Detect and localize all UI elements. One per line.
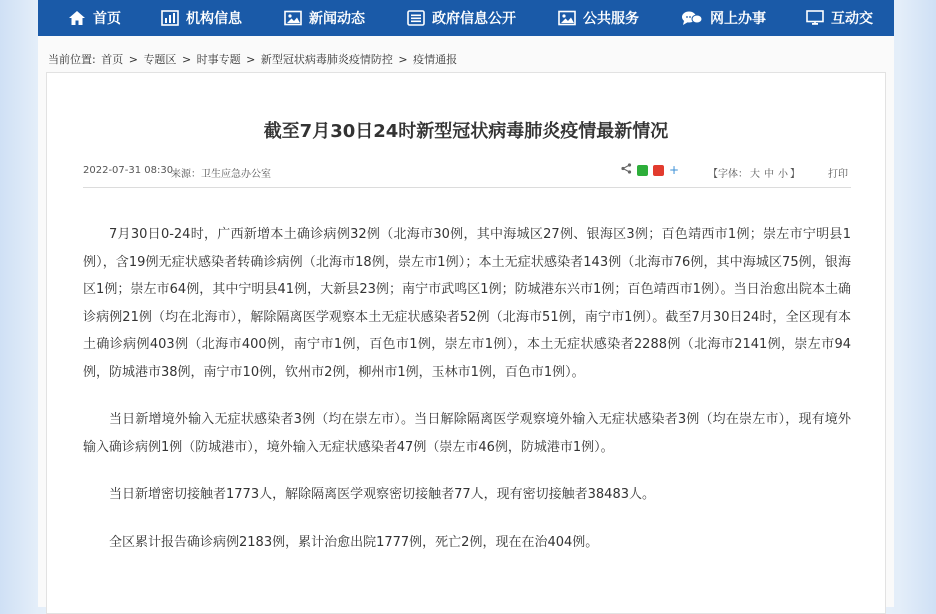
breadcrumb-link-home[interactable]: 首页 [101,53,124,66]
share-icon[interactable] [621,163,632,177]
meta-divider [83,187,851,188]
article-paragraph: 全区累计报告确诊病例2183例，累计治愈出院1777例，死亡2例，现在在治404例。 [109,534,599,550]
home-icon [68,10,86,26]
breadcrumb-separator: > [398,53,408,66]
share-bar [621,163,679,177]
font-size-control [708,165,800,180]
nav-label: 互动交 [831,11,873,27]
chat-icon [681,10,703,26]
font-label-end: 】 [790,169,800,180]
article-title: 截至7月30日24时新型冠状病毒肺炎疫情最新情况 [263,121,669,142]
top-navigation [38,0,894,36]
nav-public-service[interactable] [558,0,639,36]
breadcrumb [48,51,459,67]
nav-label: 网上办事 [710,11,766,27]
nav-home[interactable] [68,0,121,36]
breadcrumb-separator: > [128,53,138,66]
breadcrumb-link-topics[interactable]: 专题区 [143,53,177,66]
publish-date: 2022-07-31 08:30 [83,165,174,176]
nav-interaction[interactable] [806,0,873,36]
breadcrumb-link-covid-control[interactable]: 新型冠状病毒肺炎疫情防控 [260,53,393,66]
breadcrumb-separator: > [246,53,256,66]
font-medium-button[interactable]: 中 [764,169,774,180]
article-paragraph: 当日新增境外输入无症状感染者3例（均在崇左市）。当日解除隔离医学观察境外输入无症状感染者3例（均在崇左市），现有境外输入确诊病例1例（防城港市），境外输入无症状感染者47例（崇左市46例，防城港市1例）。 [83,412,851,455]
article-card [46,72,886,614]
nav-news[interactable] [284,0,365,36]
nav-label: 公共服务 [583,11,639,27]
wechat-icon[interactable] [637,165,648,176]
font-label: 【字体： [708,169,748,180]
article-paragraph: 7月30日0-24时，广西新增本土确诊病例32例（北海市30例，其中海城区27例、银海区3例；百色靖西市1例；崇左市宁明县1例），含19例无症状感染者转确诊病例（北海市18例，崇左市1例）；本土无症状感染者143例（北海市76例，其中海城区75例，银海区1例；崇左市64例，其中宁明县41例，大新县23例；南宁市武鸣区1例；防城港东兴市1例；百色靖西市1例）。当日治愈出院本土确诊病例21例（均在北海市），解除隔离医学观察本土无症状感染者52例（北海市51例，南宁市1例）。截至7月30日24时，全区现有本土确诊病例403例（北海市400例，南宁市1例，百色市1例，崇左市1例），本土无症状感染者2288例（北海市2141例，崇左市94例，防城港市38例，南宁市10例，钦州市2例，柳州市1例，玉林市1例，百色市1例）。 [83,227,851,380]
main-panel [38,36,894,607]
nav-online-service[interactable] [681,0,766,36]
article-meta [83,162,851,185]
nav-label: 首页 [93,11,121,27]
article-paragraph: 当日新增密切接触者1773人，解除隔离医学观察密切接触者77人，现有密切接触者38483人。 [109,487,655,502]
nav-label: 新闻动态 [309,11,365,27]
breadcrumb-separator: > [181,53,192,66]
nav-organization[interactable] [161,0,242,36]
breadcrumb-link-current-affairs[interactable]: 时事专题 [196,53,241,66]
print-button[interactable]: 打印 [828,169,848,180]
picture-icon [284,10,302,26]
bar-chart-icon [161,10,179,26]
nav-label: 政府信息公开 [432,11,516,27]
weibo-icon[interactable] [653,165,664,176]
nav-gov-info[interactable] [407,0,516,36]
list-icon [407,10,425,26]
font-small-button[interactable]: 小 [778,169,788,180]
font-large-button[interactable]: 大 [750,169,760,180]
article-source: 来源：卫生应急办公室 [171,169,271,180]
plus-icon[interactable]: + [669,162,680,177]
breadcrumb-link-outbreak-report[interactable]: 疫情通报 [413,53,458,66]
monitor-icon [806,10,824,26]
breadcrumb-prefix: 当前位置: [48,53,96,66]
picture-icon [558,10,576,26]
nav-label: 机构信息 [186,11,242,27]
article-body [83,221,851,576]
